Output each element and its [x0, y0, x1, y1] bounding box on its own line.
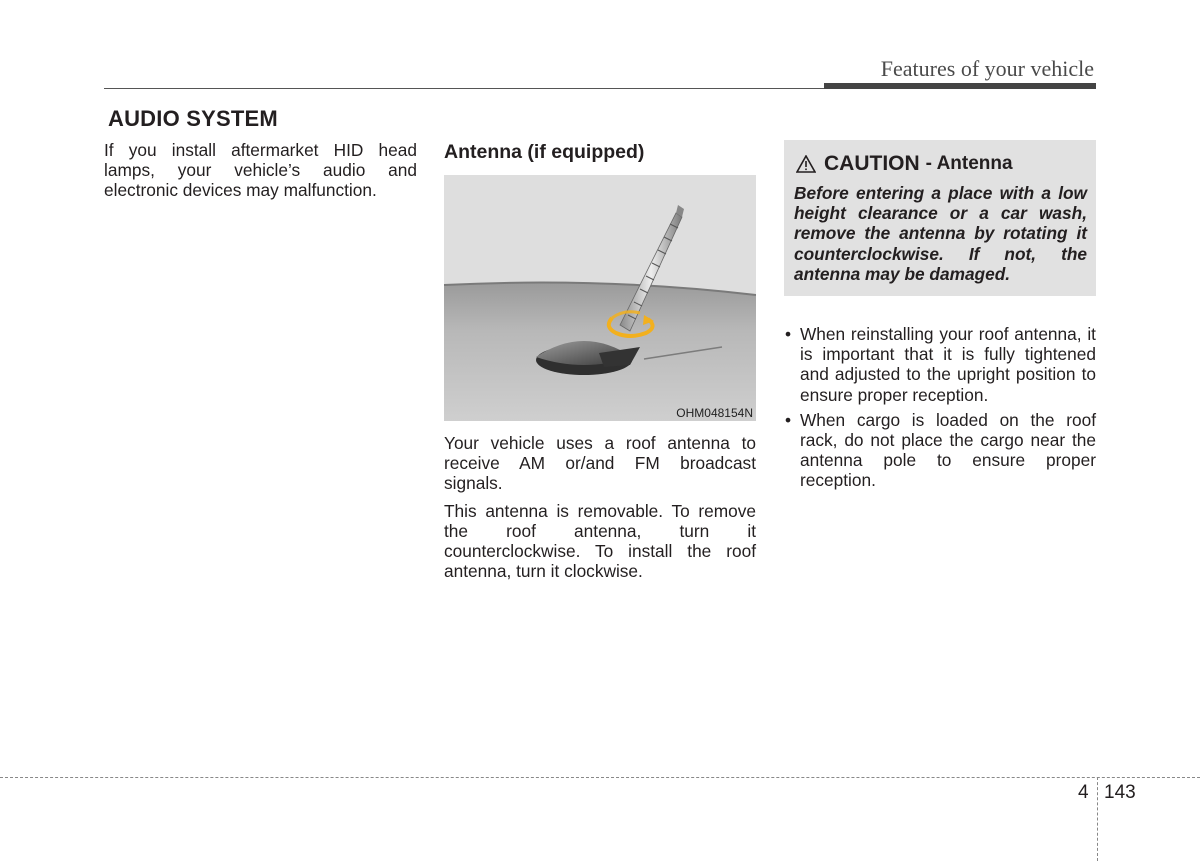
- roof-antenna-drawing: [444, 175, 756, 421]
- caution-heading: [794, 152, 1087, 176]
- antenna-illustration: [444, 175, 756, 421]
- header-rule-accent: [824, 83, 1096, 89]
- antenna-paragraph-2: This antenna is removable. To remove the roof antenna, turn it counterclockwise. To install the roof antenna, turn it clockwise.: [444, 500, 756, 582]
- bullet-marker: •: [785, 409, 792, 430]
- hid-warning-paragraph: If you install aftermarket HID head lamps, your vehicle’s audio and electronic devices may malfunction.: [104, 140, 417, 201]
- antenna-heading: Antenna (if equipped): [444, 141, 645, 163]
- caution-text: Before entering a place with a low height clearance or a car wash, remove the antenna by rotating it counterclockwise. If not, the antenna may be damaged.: [794, 183, 1087, 284]
- column-middle: [444, 140, 756, 581]
- warning-triangle-icon: [796, 155, 816, 173]
- antenna-tips-list: [784, 324, 1096, 491]
- page-number: 143: [1104, 782, 1136, 803]
- page-header-title: Features of your vehicle: [880, 56, 1094, 81]
- list-item: [784, 410, 1096, 491]
- caution-subject: - Antenna: [925, 153, 1013, 174]
- caution-box: [784, 140, 1096, 296]
- antenna-paragraph-1: Your vehicle uses a roof antenna to receive AM or/and FM broadcast signals.: [444, 433, 756, 494]
- column-right: [784, 140, 1096, 496]
- column-left: [104, 140, 417, 201]
- chapter-number: 4: [1078, 782, 1089, 803]
- list-item: [784, 324, 1096, 405]
- footer-divider: [1097, 777, 1098, 861]
- section-title: AUDIO SYSTEM: [108, 106, 278, 131]
- figure-code: OHM048154N: [676, 406, 753, 420]
- caution-label: CAUTION: [824, 152, 920, 175]
- footer-rule: [0, 777, 1200, 778]
- list-item-text: When reinstalling your roof antenna, it is important that it is fully tightened and adjusted to the upright position to ensure proper reception.: [800, 324, 1096, 405]
- list-item-text: When cargo is loaded on the roof rack, do not place the cargo near the antenna pole to ensure proper reception.: [800, 409, 1096, 491]
- bullet-marker: •: [785, 324, 792, 345]
